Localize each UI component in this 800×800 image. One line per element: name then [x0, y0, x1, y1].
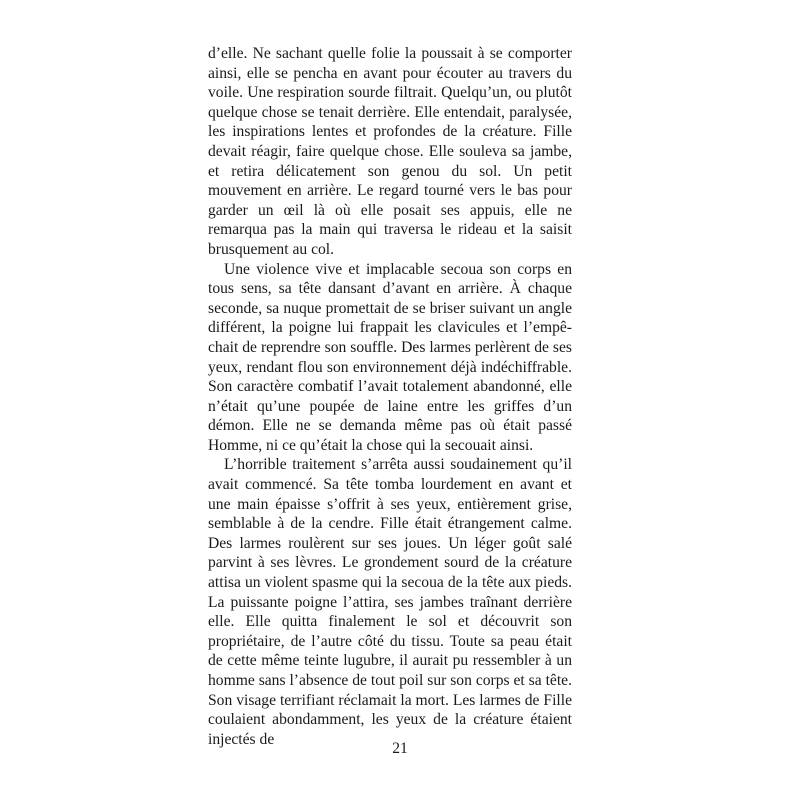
paragraph-3: L’horrible traitement s’arrêta aussi soudainement qu’il avait commencé. Sa tête tomba lourdement en avant et une main épaisse s’offrit à ses yeux, entièrement grise, semblable à de la cendre. Fille était étrangement calme. Des larmes roulèrent sur ses joues. Un léger goût salé parvint à ses lèvres. Le grondement sourd de la créature attisa un violent spasme qui la secoua de la tête aux pieds. La puissante poigne l’attira, ses jambes traînant derrière elle. Elle quitta finalement le sol et découvrit son propriétaire, de l’autre côté du tissu. Toute sa peau était de cette même teinte lugubre, il aurait pu ressembler à un homme sans l’absence de tout poil sur son corps et sa tête. Son visage terrifiant réclamait la mort. Les larmes de Fille coulaient abondamment, les yeux de la créature étaient injectés de	[208, 456, 572, 748]
paragraph-1: d’elle. Ne sachant quelle folie la poussait à se comporter ainsi, elle se pencha en avant pour écouter au travers du voile. Une respiration sourde filtrait. Quelqu’un, ou plutôt quelque chose se tenait derrière. Elle entendait, paralysée, les inspirations lentes et profondes de la créature. Fille devait réagir, faire quelque chose. Elle souleva sa jambe, et retira délicatement son genou du sol. Un petit mouvement en arrière. Le regard tourné vers le bas pour garder un œil là où elle posait ses appuis, elle ne remarqua pas la main qui traversa le rideau et la saisit brusquement au col.	[208, 45, 572, 258]
body-text	[208, 44, 572, 749]
page-number: 21	[392, 740, 408, 757]
paragraph-2: Une violence vive et implacable secoua son corps en tous sens, sa tête dansant d’avant en arrière. À chaque seconde, sa nuque promettait de se briser suivant un angle différent, la poigne lui frappait les clavicules et l’empêchait de reprendre son souffle. Des larmes perlèrent de ses yeux, rendant flou son environnement déjà indéchiffrable. Son caractère combatif l’avait totalement abandonné, elle n’était qu’une poupée de laine entre les griffes d’un démon. Elle ne se demanda même pas où était passé Homme, ni ce qu’était la chose qui la secouait ainsi.	[208, 260, 572, 454]
